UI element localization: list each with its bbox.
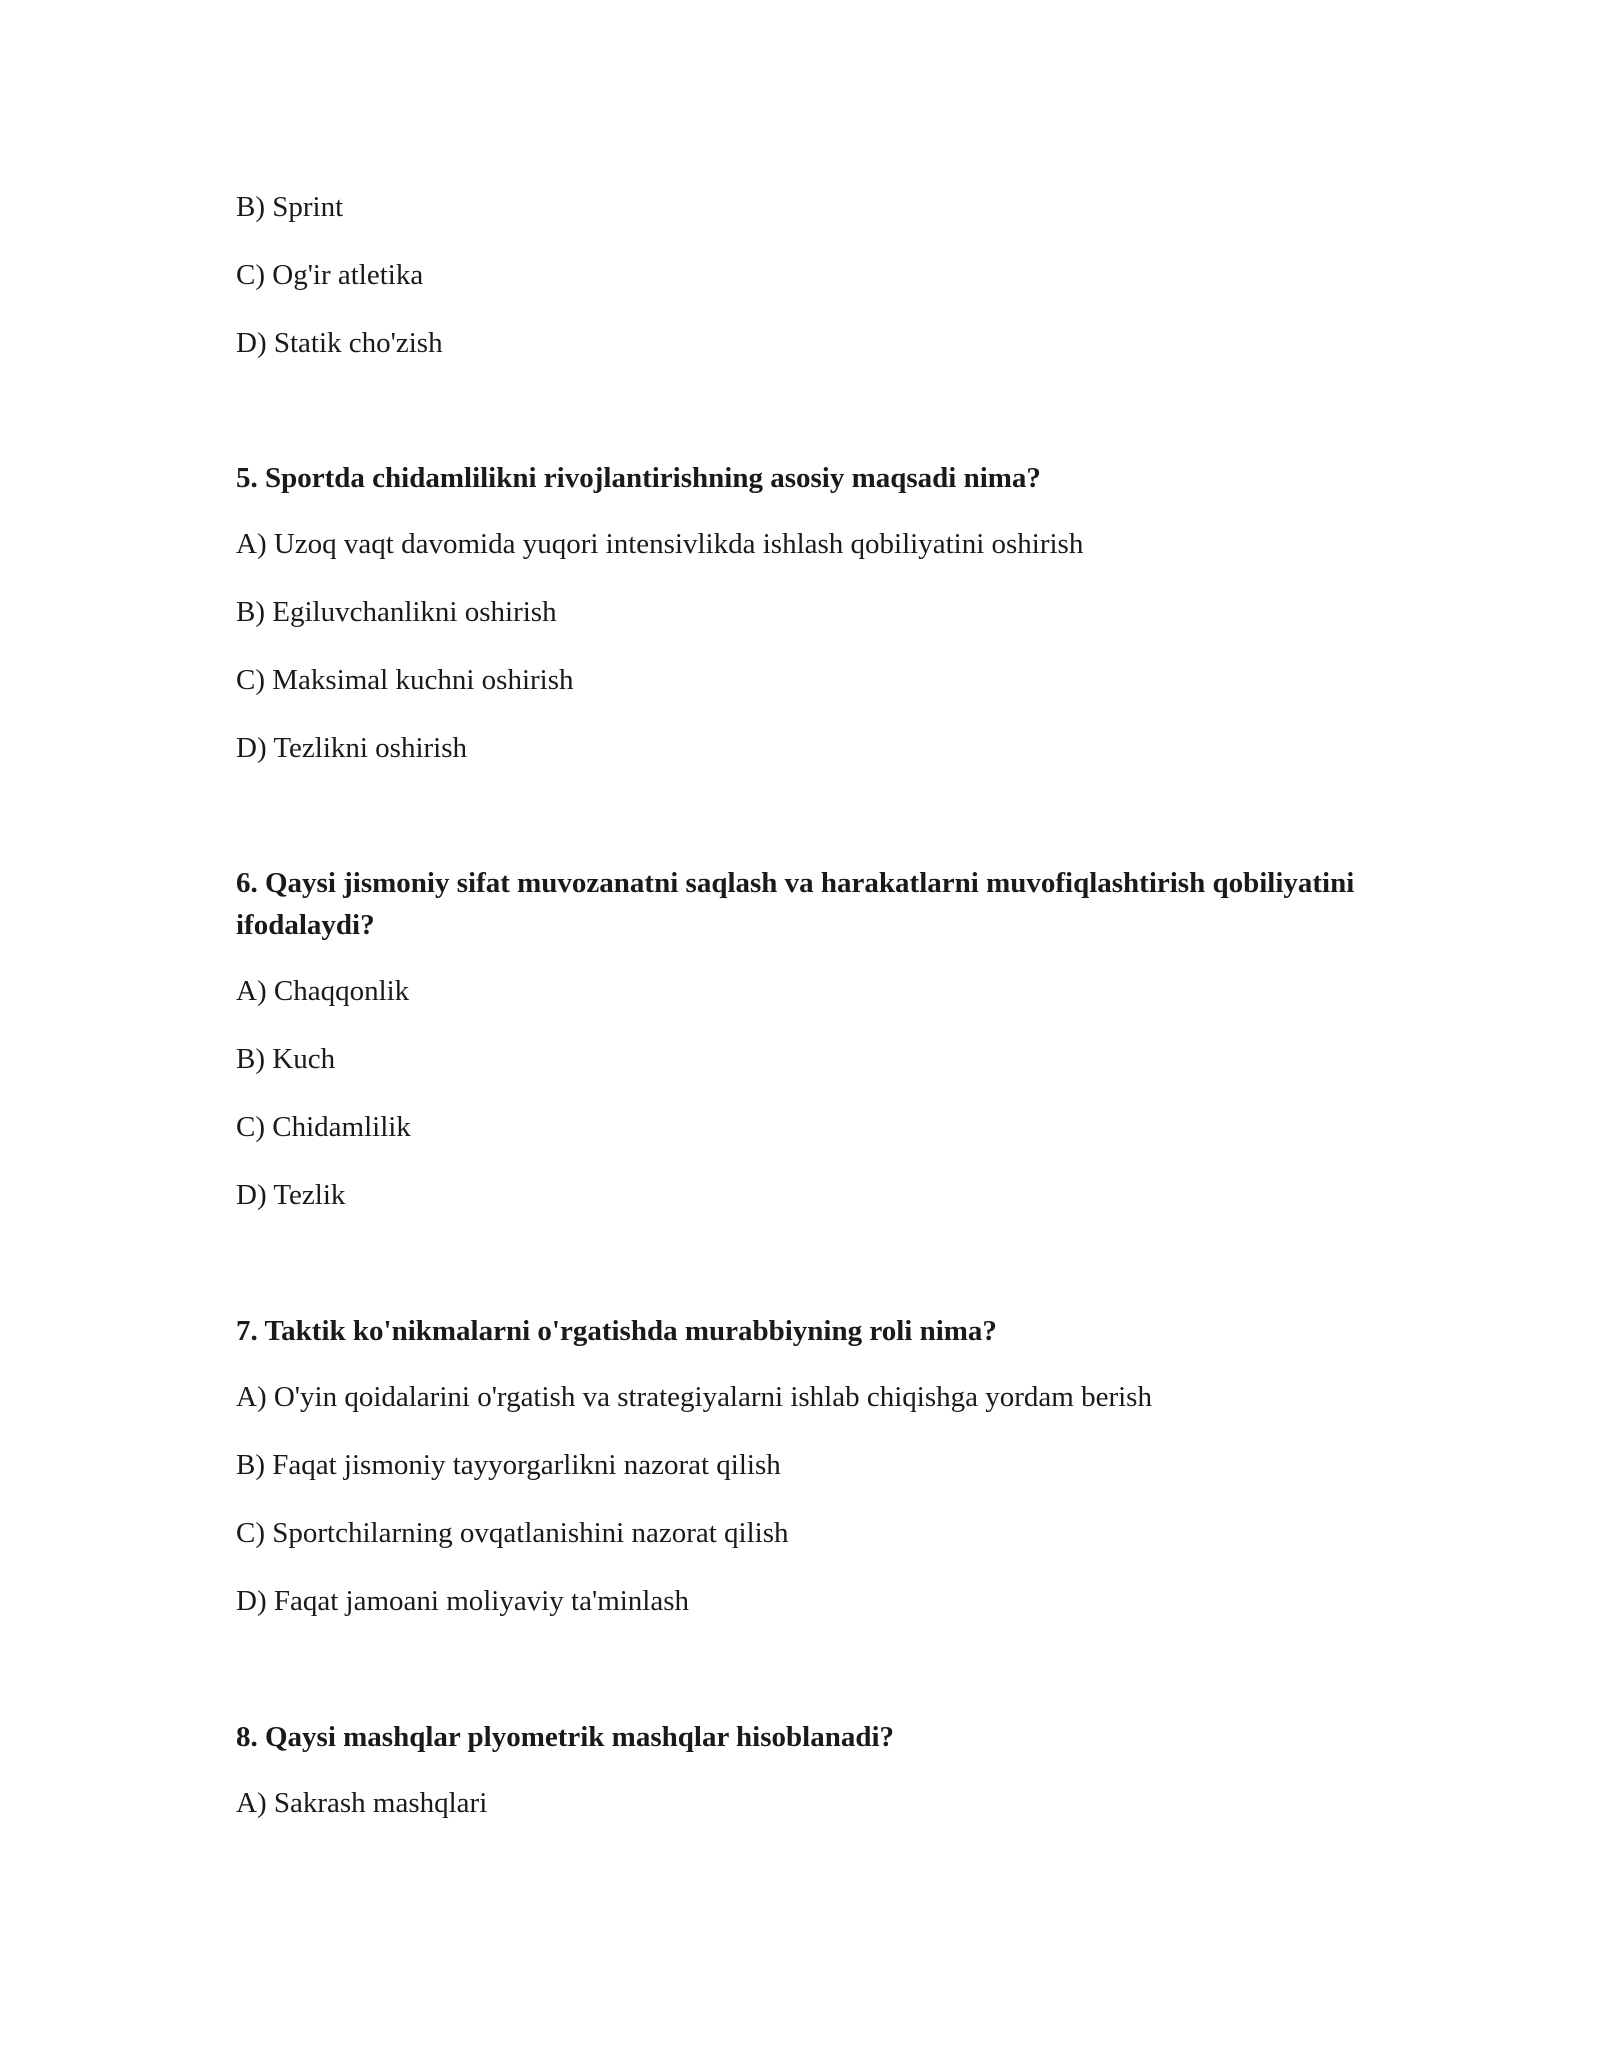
option: C) Og'ir atletika [236,259,424,291]
option: B) Sprint [236,191,344,223]
option: D) Statik cho'zish [236,327,443,359]
question-7 [236,1310,1366,1650]
question-text: 6. Qaysi jismoniy sifat muvozanatni saqlash va harakatlarni muvofiqlashtirish qobiliyatini ifodalaydi? [236,867,1355,941]
option: D) Tezlikni oshirish [236,732,468,764]
option: D) Tezlik [236,1179,346,1211]
question-text: 7. Taktik ko'nikmalarni o'rgatishda murabbiyning roli nima? [236,1315,997,1347]
option: B) Faqat jismoniy tayyorgarlikni nazorat qilish [236,1449,781,1481]
option: C) Sportchilarning ovqatlanishini nazorat qilish [236,1517,789,1549]
option: A) Chaqqonlik [236,975,410,1007]
option: C) Maksimal kuchni oshirish [236,664,574,696]
question-5 [236,457,1366,797]
option: C) Chidamlilik [236,1111,411,1143]
option: A) O'yin qoidalarini o'rgatish va strategiyalarni ishlab chiqishga yordam berish [236,1381,1152,1413]
option: B) Egiluvchanlikni oshirish [236,596,557,628]
question-8 [236,1716,1366,1852]
option: B) Kuch [236,1043,336,1075]
option: A) Uzoq vaqt davomida yuqori intensivlikda ishlash qobiliyatini oshirish [236,528,1084,560]
question-text: 8. Qaysi mashqlar plyometrik mashqlar hisoblanadi? [236,1721,895,1753]
option: A) Sakrash mashqlari [236,1787,488,1819]
question-6 [236,862,1366,1244]
option: D) Faqat jamoani moliyaviy ta'minlash [236,1585,690,1617]
question-text: 5. Sportda chidamlilikni rivojlantirishning asosiy maqsadi nima? [236,462,1041,494]
previous-question-options [236,188,1366,392]
